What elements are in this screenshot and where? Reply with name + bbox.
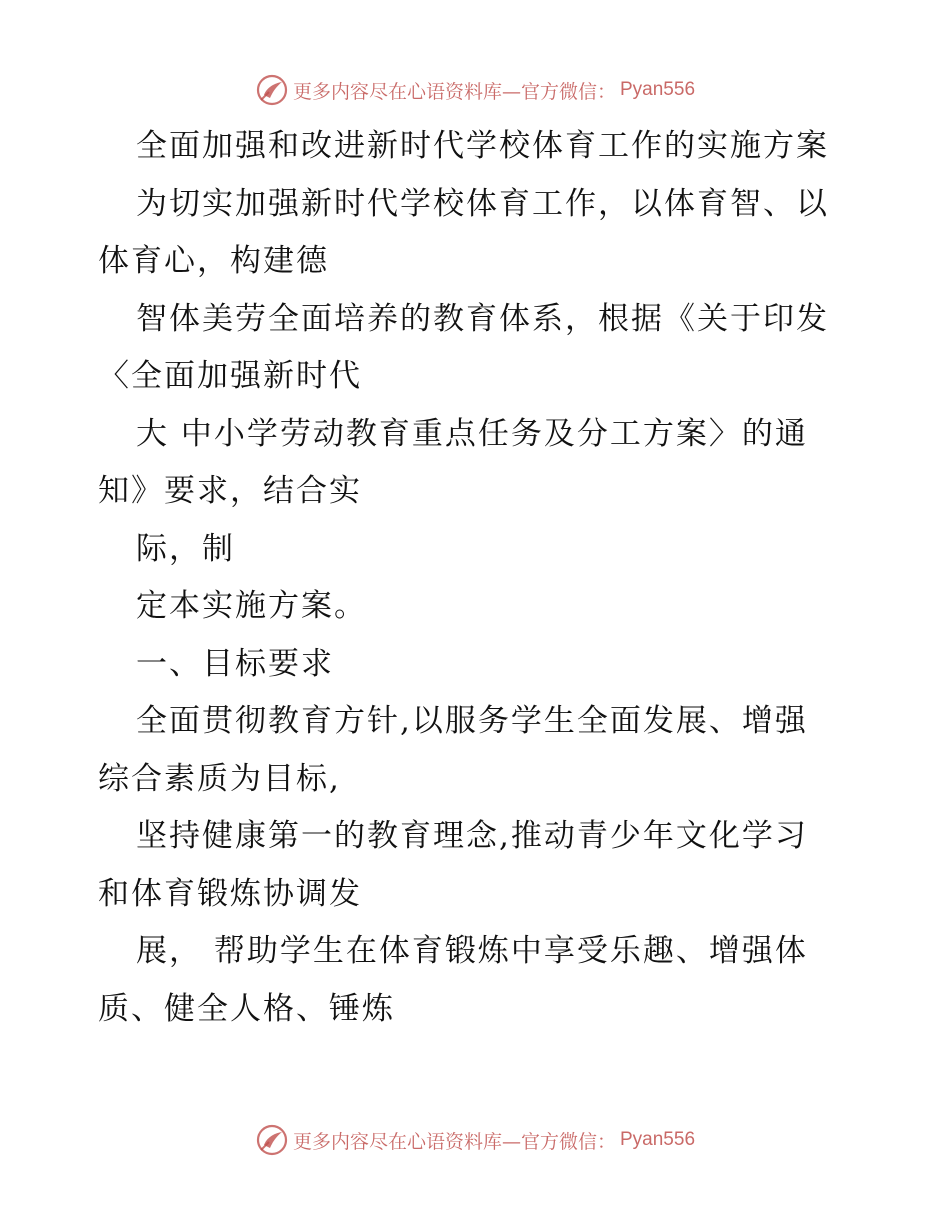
watermark-id: Pyan556 [620,1129,696,1150]
paragraph-line: 智体美劳全面培养的教育体系，根据《关于印发 [136,300,829,337]
paragraph-line: 知》要求，结合实 [98,473,362,509]
paragraph-line: 展， 帮助学生在体育锻炼中享受乐趣、增强体 [136,933,808,969]
section-heading: 一、目标要求 [136,645,334,682]
paragraph-line: 全面贯彻教育方针,以服务学生全面发展、增强 [136,703,808,739]
paragraph-line: 体育心，构建德 [98,243,329,279]
header-watermark [0,70,950,110]
footer-watermark [0,1120,950,1160]
paragraph-line: 综合素质为目标, [98,760,341,797]
watermark-id: Pyan556 [620,79,696,100]
doc-title: 全面加强和改进新时代学校体育工作的实施方案 [136,128,829,164]
paragraph-line: 为切实加强新时代学校体育工作，以体育智、以 [136,185,829,222]
logo-icon [255,1123,289,1157]
paragraph-line: 和体育锻炼协调发 [98,875,362,912]
paragraph-line: 际，制 [136,530,235,567]
watermark-text: 更多内容尽在心语资料库—官方微信： [292,80,616,103]
paragraph-line: 定本实施方案。 [136,588,367,624]
paragraph-line: 坚持健康第一的教育理念,推动青少年文化学习 [136,818,808,854]
logo-icon [255,73,289,107]
paragraph-line: 质、健全人格、锤炼 [98,990,395,1027]
watermark-text: 更多内容尽在心语资料库—官方微信： [292,1130,616,1153]
paragraph-line: 〈全面加强新时代 [98,358,362,394]
paragraph-line: 大 中小学劳动教育重点任务及分工方案〉的通 [136,415,808,452]
document-body [98,118,858,1038]
